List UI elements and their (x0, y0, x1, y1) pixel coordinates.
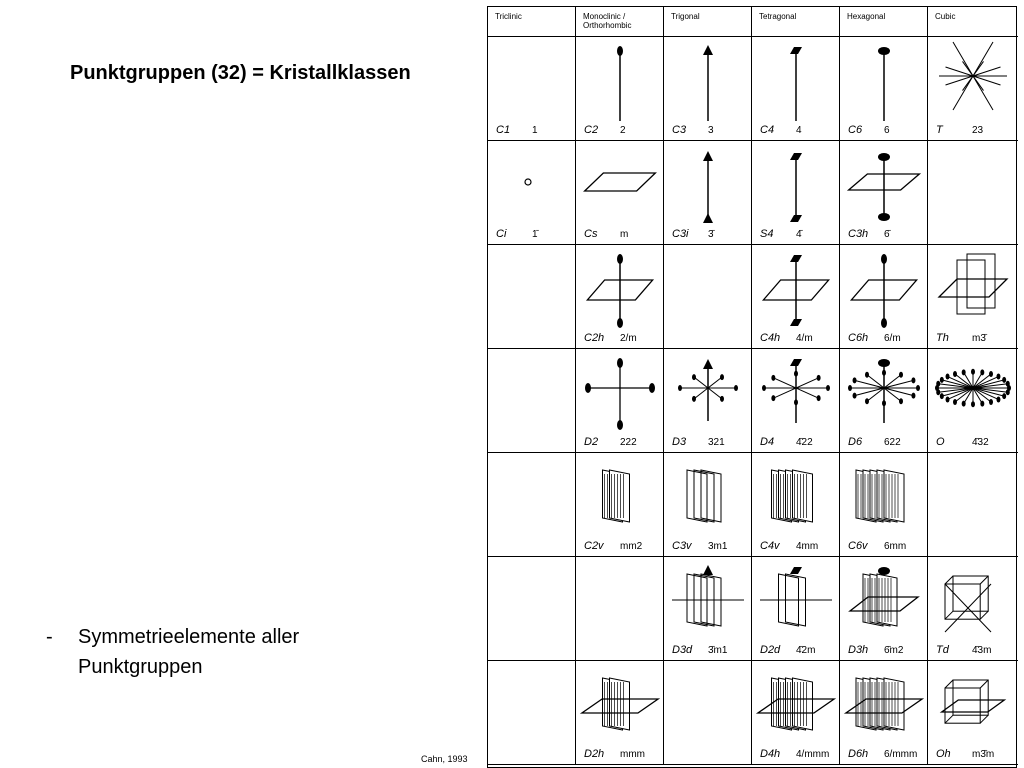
empty-cell (488, 453, 576, 556)
hermann-mauguin-symbol: 321 (708, 437, 725, 448)
symmetry-diagram (840, 37, 928, 123)
symmetry-element-drawing (851, 254, 916, 328)
point-group-cell (664, 453, 752, 556)
symmetry-diagram (840, 141, 928, 227)
point-group-cell (928, 37, 1018, 140)
hermann-mauguin-symbol: 6 (884, 125, 890, 136)
schoenflies-symbol: D6h (848, 748, 869, 760)
hermann-mauguin-symbol: mm2 (620, 541, 643, 552)
schoenflies-symbol: D4 (760, 436, 775, 448)
schoenflies-symbol: D3 (672, 436, 687, 448)
hermann-mauguin-symbol: 3 (708, 125, 714, 136)
symmetry-element-drawing (790, 153, 802, 222)
point-group-cell (928, 349, 1018, 452)
symmetry-element-drawing (878, 47, 890, 121)
symmetry-element-drawing (772, 470, 813, 522)
symmetry-diagram (840, 453, 928, 539)
slide-title: Punktgruppen (32) = Kristallklassen (70, 62, 411, 84)
hermann-mauguin-symbol: 6̄ (884, 229, 890, 240)
point-group-cell (752, 37, 840, 140)
point-group-cell (664, 37, 752, 140)
symmetry-element-drawing (585, 358, 655, 430)
symmetry-diagram (664, 37, 752, 123)
schoenflies-symbol: D6 (848, 436, 863, 448)
empty-cell (664, 245, 752, 348)
symmetry-diagram (576, 453, 664, 539)
symmetry-diagram (928, 245, 1018, 331)
header-trigonal: Trigonal (664, 7, 752, 36)
point-group-cell (576, 453, 664, 556)
header-triclinic: Triclinic (488, 7, 576, 36)
point-group-cell (840, 141, 928, 244)
symmetry-diagram (928, 37, 1018, 123)
point-group-cell (752, 141, 840, 244)
hermann-mauguin-symbol: 2 (620, 125, 626, 136)
point-group-cell (752, 453, 840, 556)
schoenflies-symbol: C6 (848, 124, 863, 136)
schoenflies-symbol: D2 (584, 436, 599, 448)
hermann-mauguin-symbol: 4̄2m (796, 645, 816, 656)
point-group-table (487, 6, 1017, 768)
symmetry-element-drawing (846, 678, 922, 730)
hermann-mauguin-symbol: 6/m (884, 333, 901, 344)
symmetry-diagram (576, 141, 664, 227)
point-group-cell (752, 349, 840, 452)
symmetry-diagram (840, 245, 928, 331)
header-monoclinic-orthorhombic: Monoclinic / Orthorhombic (576, 7, 664, 36)
schoenflies-symbol: D4h (760, 748, 781, 760)
schoenflies-symbol: C3v (672, 540, 692, 552)
point-group-cell (840, 453, 928, 556)
point-group-cell (928, 661, 1018, 764)
schoenflies-symbol: D3h (848, 644, 869, 656)
schoenflies-symbol: C1 (496, 124, 511, 136)
schoenflies-symbol: Td (936, 644, 949, 656)
schoenflies-symbol: C3 (672, 124, 687, 136)
schoenflies-symbol: T (936, 124, 943, 136)
symmetry-element-drawing (585, 173, 656, 191)
symmetry-diagram (840, 557, 928, 643)
hermann-mauguin-symbol: mmm (620, 749, 645, 760)
schoenflies-symbol: O (936, 436, 945, 448)
symmetry-element-drawing (849, 153, 920, 221)
symmetry-diagram (928, 557, 1018, 643)
symmetry-diagram (488, 37, 576, 123)
symmetry-diagram (664, 453, 752, 539)
hermann-mauguin-symbol: m (620, 229, 629, 240)
schoenflies-symbol: C4v (760, 540, 780, 552)
symmetry-element-drawing (945, 576, 991, 632)
schoenflies-symbol: C6h (848, 332, 869, 344)
symmetry-diagram (752, 557, 840, 643)
point-group-cell (840, 37, 928, 140)
hermann-mauguin-symbol: 622 (884, 437, 901, 448)
hermann-mauguin-symbol: 23 (972, 125, 984, 136)
hermann-mauguin-symbol: 6̄m2 (884, 645, 904, 656)
symmetry-element-drawing (935, 369, 1011, 407)
symmetry-diagram (752, 245, 840, 331)
point-group-cell (752, 661, 840, 764)
point-group-cell (752, 245, 840, 348)
point-group-cell (576, 37, 664, 140)
hermann-mauguin-symbol: 4̄22 (796, 437, 813, 448)
symmetry-element-drawing (848, 359, 920, 423)
hermann-mauguin-symbol: 6/mmm (884, 749, 918, 760)
header-hexagonal: Hexagonal (840, 7, 928, 36)
hermann-mauguin-symbol: 4/mmm (796, 749, 830, 760)
hermann-mauguin-symbol: 3m1 (708, 541, 728, 552)
point-group-cell (928, 245, 1018, 348)
symmetry-diagram (576, 245, 664, 331)
schoenflies-symbol: C2h (584, 332, 605, 344)
symmetry-element-drawing (856, 470, 904, 522)
symmetry-element-drawing (703, 45, 713, 121)
hermann-mauguin-symbol: 3̄m1 (708, 645, 728, 656)
schoenflies-symbol: C6v (848, 540, 868, 552)
hermann-mauguin-symbol: 3̄ (708, 229, 714, 240)
symmetry-diagram (752, 141, 840, 227)
symmetry-element-drawing (603, 470, 630, 522)
empty-cell (488, 245, 576, 348)
schoenflies-symbol: Oh (936, 748, 951, 760)
symmetry-diagram (576, 661, 664, 747)
hermann-mauguin-symbol: 4̄3m (972, 645, 992, 656)
hermann-mauguin-symbol: 4̄32 (972, 437, 989, 448)
table-rule (488, 764, 1018, 765)
point-group-cell (840, 349, 928, 452)
point-group-cell (576, 141, 664, 244)
point-group-cell (752, 557, 840, 660)
hermann-mauguin-symbol: m3̄m (972, 749, 995, 760)
symmetry-diagram (576, 37, 664, 123)
schoenflies-symbol: Cs (584, 228, 598, 240)
header-tetragonal: Tetragonal (752, 7, 840, 36)
symmetry-diagram (576, 349, 664, 435)
empty-cell (488, 557, 576, 660)
symmetry-diagram (840, 349, 928, 435)
symmetry-element-drawing (763, 255, 828, 326)
point-group-cell (664, 141, 752, 244)
schoenflies-symbol: S4 (760, 228, 774, 240)
point-group-cell (576, 661, 664, 764)
symmetry-diagram (752, 349, 840, 435)
symmetry-diagram (752, 37, 840, 123)
symmetry-diagram (488, 141, 576, 227)
schoenflies-symbol: C4 (760, 124, 775, 136)
empty-cell (488, 661, 576, 764)
source-citation: Cahn, 1993 (421, 754, 468, 764)
symmetry-element-drawing (942, 680, 1005, 723)
schoenflies-symbol: D3d (672, 644, 693, 656)
schoenflies-symbol: Ci (496, 228, 507, 240)
bullet-dash: - (46, 626, 53, 648)
hermann-mauguin-symbol: 4/m (796, 333, 813, 344)
schoenflies-symbol: C2 (584, 124, 599, 136)
hermann-mauguin-symbol: m3̄ (972, 333, 986, 344)
hermann-mauguin-symbol: 6mm (884, 541, 907, 552)
symmetry-element-drawing (525, 179, 531, 185)
symmetry-element-drawing (760, 567, 832, 626)
empty-cell (928, 453, 1018, 556)
point-group-cell (664, 349, 752, 452)
hermann-mauguin-symbol: 2/m (620, 333, 637, 344)
bullet-text: Symmetrieelemente aller Punktgruppen (78, 626, 300, 678)
hermann-mauguin-symbol: 1̄ (532, 229, 538, 240)
schoenflies-symbol: C4h (760, 332, 781, 344)
symmetry-element-drawing (850, 567, 918, 626)
symmetry-element-drawing (939, 254, 1007, 314)
schoenflies-symbol: Th (936, 332, 949, 344)
point-group-cell (928, 557, 1018, 660)
empty-cell (488, 349, 576, 452)
symmetry-diagram (664, 141, 752, 227)
hermann-mauguin-symbol: 1 (532, 125, 538, 136)
hermann-mauguin-symbol: 4 (796, 125, 802, 136)
schoenflies-symbol: C3h (848, 228, 869, 240)
point-group-cell (488, 37, 576, 140)
symmetry-diagram (752, 661, 840, 747)
schoenflies-symbol: C2v (584, 540, 604, 552)
point-group-cell (840, 557, 928, 660)
symmetry-element-drawing (582, 678, 658, 730)
hermann-mauguin-symbol: 4mm (796, 541, 819, 552)
symmetry-diagram (664, 349, 752, 435)
empty-cell (664, 661, 752, 764)
symmetry-element-drawing (762, 359, 830, 423)
schoenflies-symbol: D2d (760, 644, 781, 656)
symmetry-element-drawing (790, 47, 802, 121)
point-group-cell (488, 141, 576, 244)
symmetry-element-drawing (672, 565, 744, 626)
point-group-cell (664, 557, 752, 660)
empty-cell (928, 141, 1018, 244)
schoenflies-symbol: D2h (584, 748, 605, 760)
empty-cell (576, 557, 664, 660)
symmetry-diagram (840, 661, 928, 747)
symmetry-element-drawing (758, 678, 834, 730)
symmetry-diagram (928, 349, 1018, 435)
hermann-mauguin-symbol: 222 (620, 437, 637, 448)
point-group-cell (840, 245, 928, 348)
symmetry-element-drawing (678, 359, 738, 421)
symmetry-element-drawing (587, 254, 652, 328)
point-group-cell (576, 245, 664, 348)
symmetry-element-drawing (939, 42, 1007, 110)
schoenflies-symbol: C3i (672, 228, 689, 240)
header-cubic: Cubic (935, 12, 956, 21)
hermann-mauguin-symbol: 4̄ (796, 229, 802, 240)
point-group-cell (576, 349, 664, 452)
symmetry-element-drawing (617, 46, 623, 121)
symmetry-element-drawing (687, 470, 721, 522)
symmetry-diagram (752, 453, 840, 539)
symmetry-diagram (928, 661, 1018, 747)
symmetry-diagram (664, 557, 752, 643)
point-group-cell (840, 661, 928, 764)
symmetry-element-drawing (703, 151, 713, 223)
